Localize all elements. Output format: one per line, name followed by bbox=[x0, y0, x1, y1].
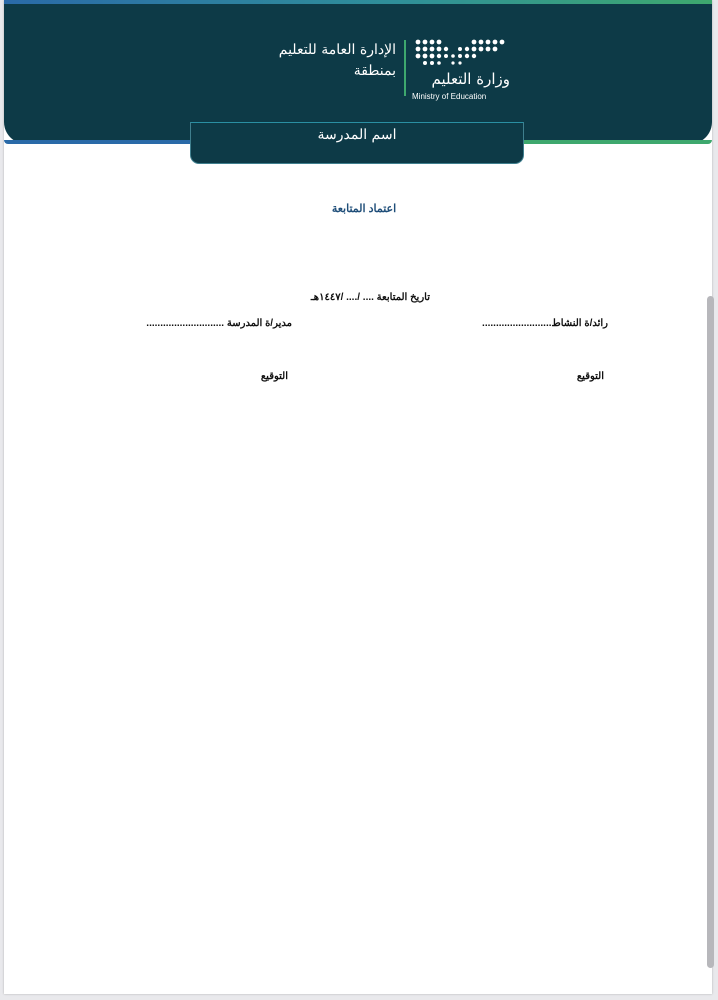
follow-up-date: تاريخ المتابعة .... /.... /١٤٤٧هـ bbox=[310, 292, 430, 303]
activity-leader-line: رائد/ة النشاط......................... bbox=[482, 318, 608, 329]
signature-left: التوقيع bbox=[260, 371, 288, 382]
logo-divider bbox=[404, 40, 406, 96]
vertical-scrollbar[interactable] bbox=[707, 296, 714, 968]
school-name: اسم المدرسة bbox=[317, 127, 397, 143]
signature-right: التوقيع bbox=[576, 371, 604, 382]
school-name-box bbox=[190, 122, 524, 164]
header-green-edge bbox=[524, 140, 712, 144]
document-title: اعتماد المتابعة bbox=[331, 203, 397, 215]
ministry-logo-arabic: وزارة التعليم bbox=[431, 70, 510, 88]
header-blue-edge bbox=[4, 140, 194, 144]
administration-title: الإدارة العامة للتعليم بمنطقة bbox=[278, 42, 396, 79]
ministry-logo-english: Ministry of Education bbox=[412, 92, 487, 101]
ministry-logo-dots-icon bbox=[414, 38, 506, 68]
school-principal-line: مدير/ة المدرسة ............................ bbox=[146, 318, 292, 329]
document-page bbox=[4, 0, 712, 994]
